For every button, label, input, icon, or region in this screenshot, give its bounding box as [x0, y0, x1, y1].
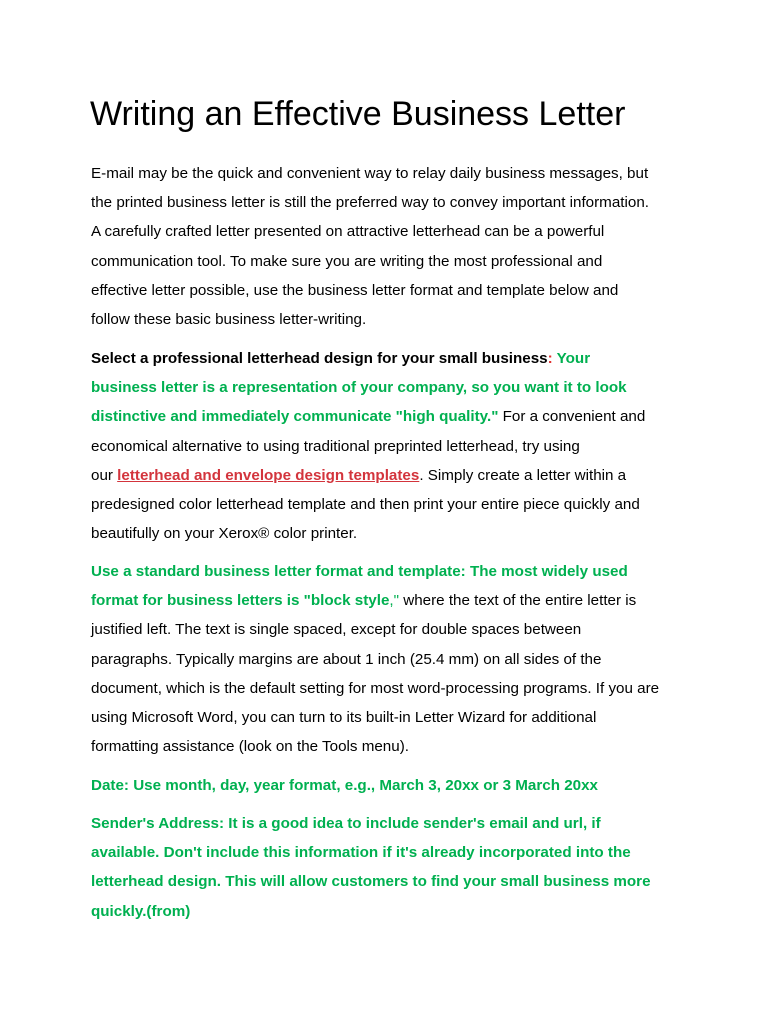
- letterhead-text: our: [91, 466, 118, 484]
- letterhead-green-line: business letter is a representation of your company, so you want it to look: [91, 379, 627, 397]
- letterhead-line: predesigned color letterhead template and then print your entire piece quickly and: [91, 495, 640, 513]
- format-line: [91, 586, 691, 615]
- letterhead-green-text: distinctive and immediately communicate "high quality.": [91, 408, 499, 426]
- sender-paragraph: [91, 809, 691, 926]
- format-green-line: Use a standard business letter format and template: The most widely used: [91, 563, 628, 580]
- format-line: justified left. The text is single spaced, except for double spaces between: [91, 621, 582, 639]
- date-paragraph: [91, 771, 691, 800]
- letterhead-templates-link[interactable]: letterhead and envelope design templates: [117, 466, 420, 484]
- format-line: document, which is the default setting for most word-processing programs. If you are: [91, 679, 660, 697]
- format-paragraph: [91, 557, 691, 761]
- sender-line: available. Don't include this information if it's already incorporated into the: [91, 844, 631, 862]
- intro-line: effective letter possible, use the business letter format and template below and: [91, 281, 619, 299]
- intro-line: communication tool. To make sure you are writing the most professional and: [91, 252, 603, 270]
- letterhead-text: For a convenient and: [498, 408, 646, 426]
- intro-line: E-mail may be the quick and convenient way to relay daily business messages, but: [91, 165, 649, 182]
- format-line: paragraphs. Typically margins are about 1 inch (25.4 mm) on all sides of the: [91, 650, 602, 668]
- letterhead-colon: :: [547, 350, 553, 367]
- intro-line: A carefully crafted letter presented on attractive letterhead can be a powerful: [91, 223, 605, 241]
- format-line: using Microsoft Word, you can turn to its built-in Letter Wizard for additional: [91, 708, 597, 726]
- page-title: Writing an Effective Business Letter: [90, 95, 626, 133]
- sender-line: Sender's Address: It is a good idea to include sender's email and url, if: [91, 815, 601, 832]
- letterhead-text: . Simply create a letter within a: [419, 466, 627, 484]
- format-green-text: format for business letters is "block style: [91, 592, 390, 610]
- format-line: formatting assistance (look on the Tools menu).: [91, 738, 409, 756]
- letterhead-line: beautifully on your Xerox® color printer.: [91, 525, 358, 543]
- letterhead-green-text: Your: [552, 350, 591, 367]
- sender-line: quickly.(from): [91, 902, 191, 920]
- letterhead-paragraph: [91, 344, 691, 548]
- letterhead-heading: Select a professional letterhead design for your small business: [91, 350, 548, 367]
- date-line: Date: Use month, day, year format, e.g., March 3, 20xx or 3 March 20xx: [91, 777, 599, 794]
- intro-line: the printed business letter is still the preferred way to convey important information.: [91, 194, 649, 212]
- format-green-punct: ,": [389, 592, 400, 610]
- letterhead-line: economical alternative to using traditional preprinted letterhead, try using: [91, 437, 580, 455]
- format-text: where the text of the entire letter is: [399, 592, 637, 610]
- letterhead-line: [91, 344, 691, 373]
- letterhead-line: [91, 461, 691, 490]
- intro-paragraph: [91, 159, 691, 334]
- sender-line: letterhead design. This will allow customers to find your small business more: [91, 873, 651, 891]
- letterhead-line: [91, 402, 691, 431]
- intro-line: follow these basic business letter-writing.: [91, 310, 367, 328]
